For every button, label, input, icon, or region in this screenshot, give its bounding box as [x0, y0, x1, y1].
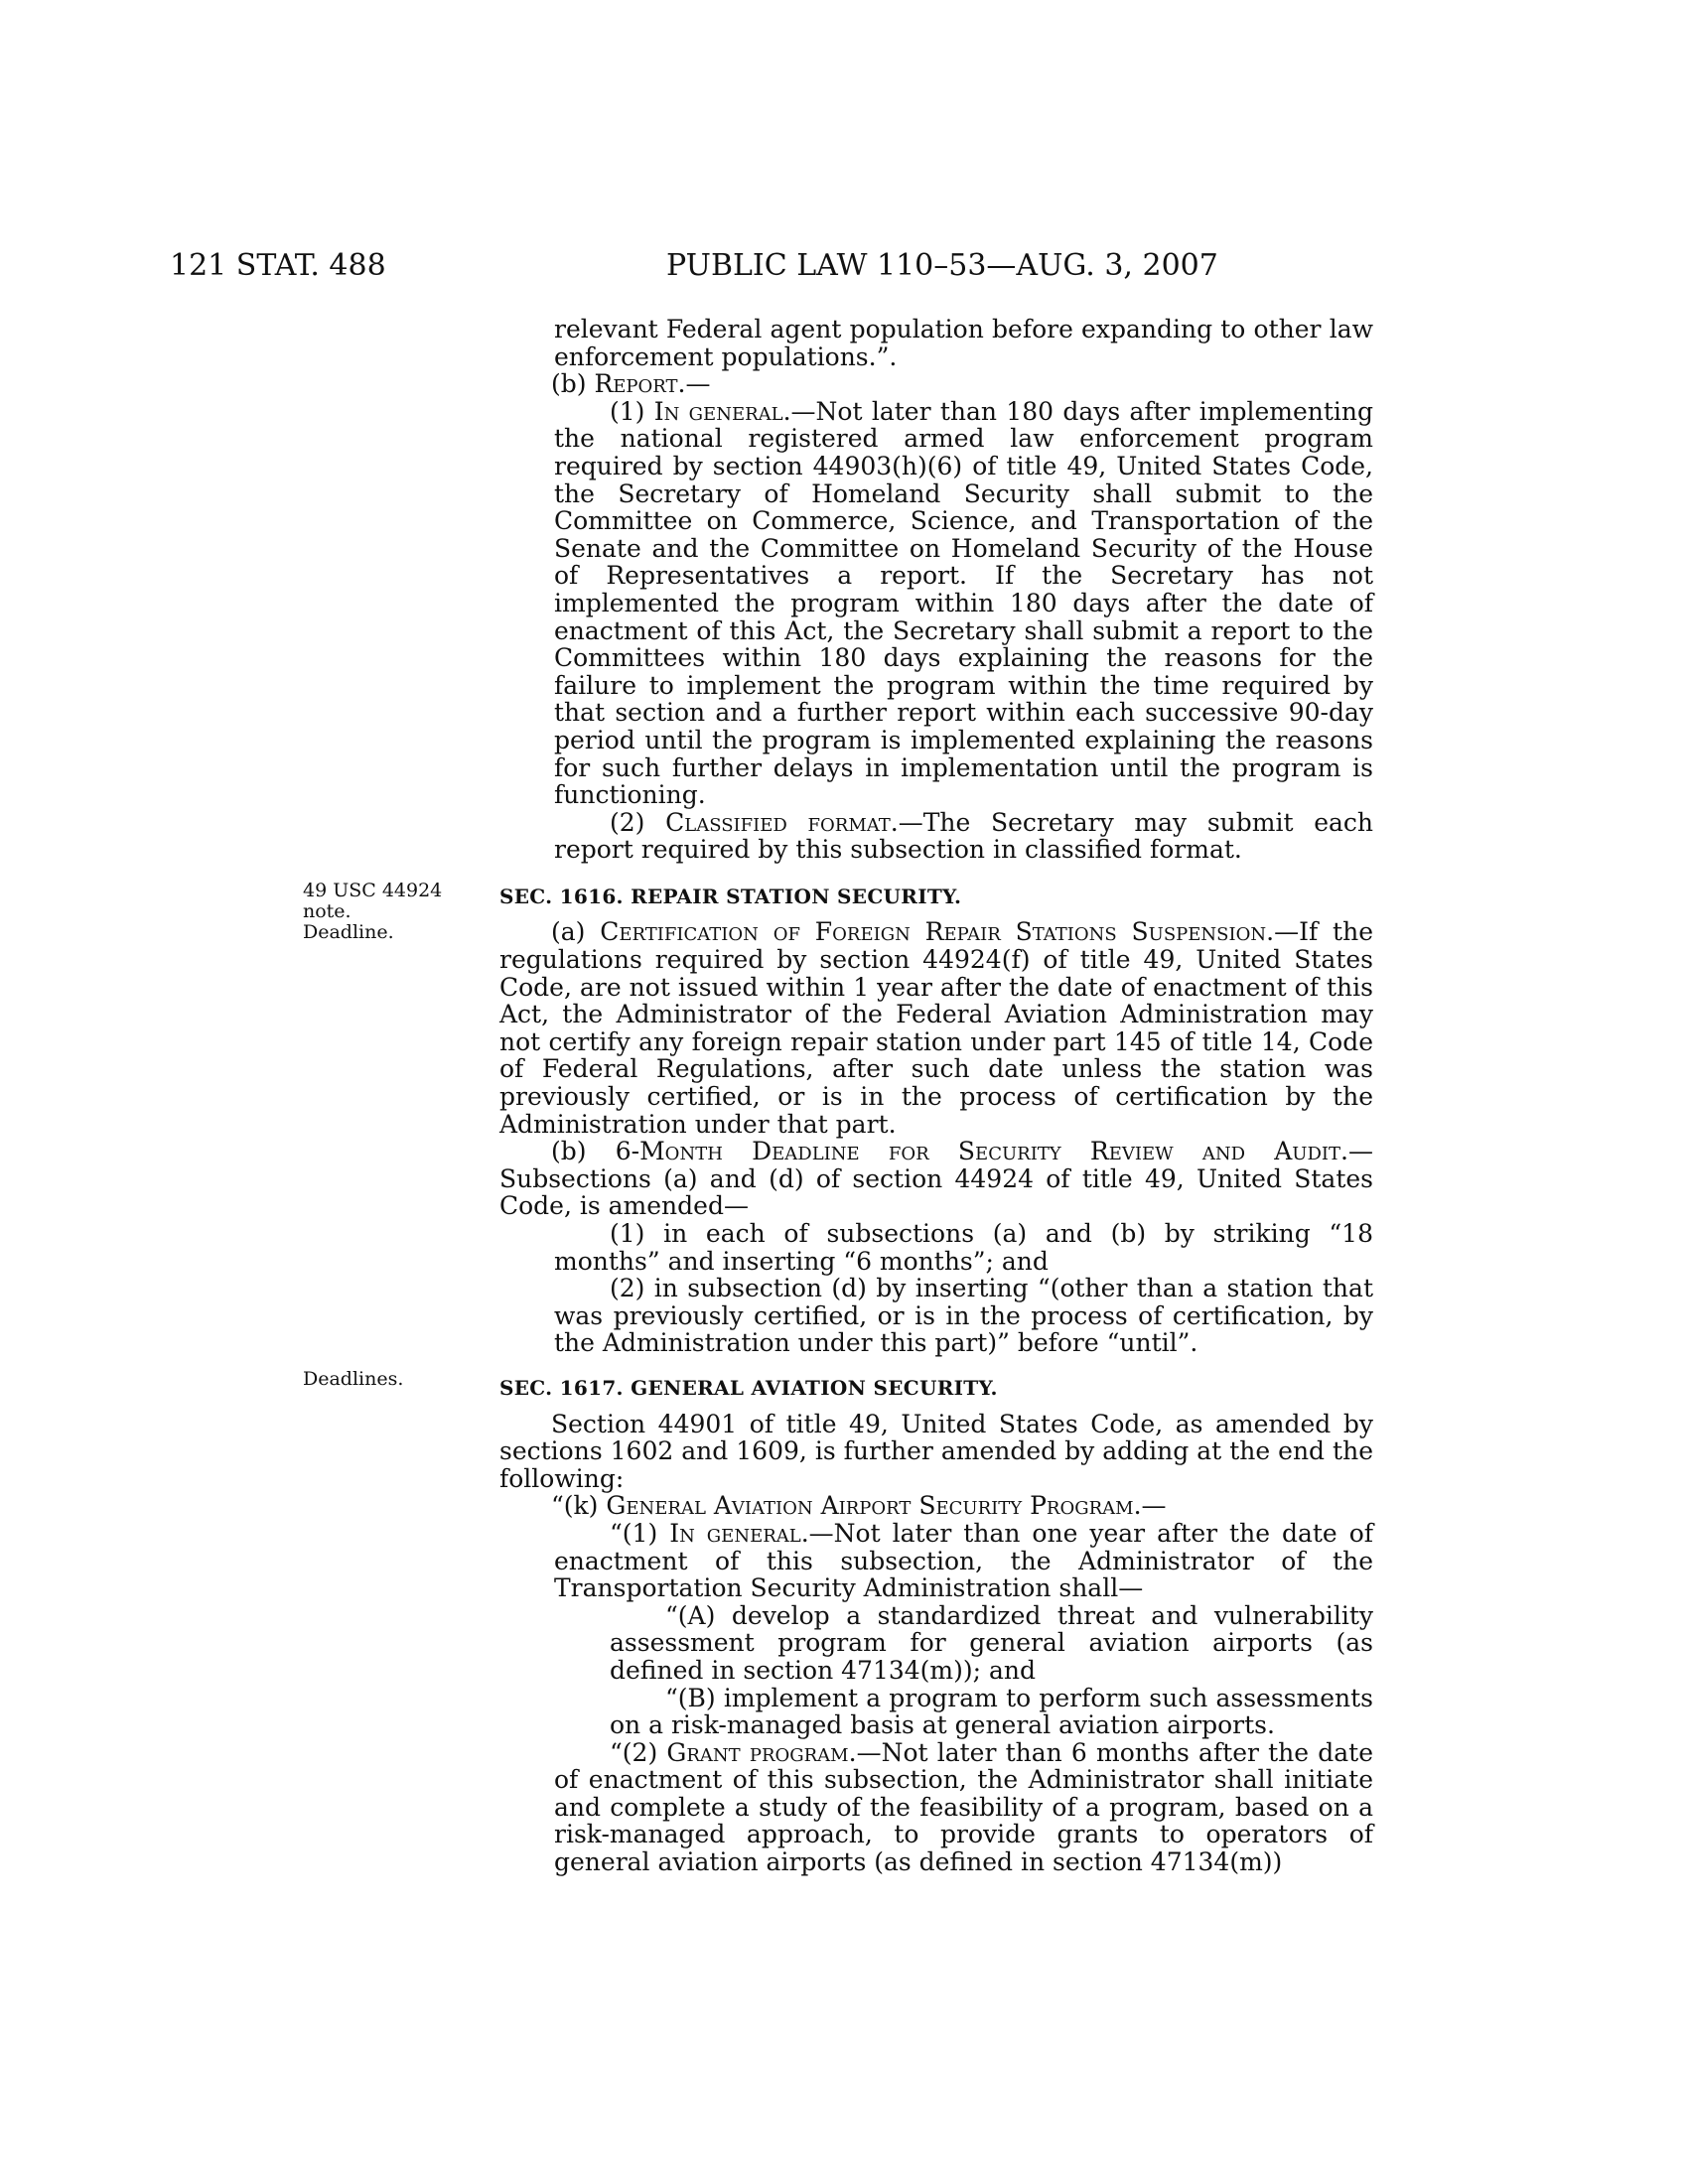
section-1617-heading: SEC. 1617. GENERAL AVIATION SECURITY.	[499, 1375, 998, 1400]
section-1617-intro: Section 44901 of title 49, United States Code, as amended by sections 1602 and 1609, is further amended by adding at the end the following:	[499, 1409, 1373, 1493]
statute-text	[499, 316, 1373, 1876]
margin-note-citation: 49 USC 44924 note. Deadline.	[303, 880, 443, 943]
subsection-k-paragraph-2: “(2) Grant program.—Not later than 6 months after the date of enactment of this subsection, the Administrator shall initiate and complete a study of the feasibility of a program, based on a risk-managed approach, to provide grants to operators of general aviation airports (as defined in section 47134(m))	[554, 1737, 1374, 1877]
subsection-k-paragraph-1: “(1) In general.—Not later than one year after the date of enactment of this subsection, the Administrator of the Transportation Security Administration shall—	[554, 1518, 1374, 1603]
margin-note-deadlines: Deadlines.	[303, 1368, 404, 1390]
section-1616-subsection-b: (b) 6-Month Deadline for Security Review and Audit.—Subsections (a) and (d) of section 44924 of title 49, United States Code, is amended—	[499, 1137, 1373, 1221]
subsection-k-heading: “(k) General Aviation Airport Security Program.—	[551, 1491, 1167, 1521]
subsection-k-1-B: “(B) implement a program to perform such assessments on a risk-managed basis at general aviation airports.	[610, 1683, 1373, 1740]
paragraph-1-in-general: (1) In general.—Not later than 180 days after implementing the national registered armed law enforcement program required by section 44903(h)(6) of title 49, United States Code, the Secretary of Homeland Security shall submit to the Committee on Commerce, Science, and Transportation of the Senate and the Committee on Homeland Security of the House of Representatives a report. If the Secretary has not implemented the program within 180 days after the date of enactment of this Act, the Secretary shall submit a report to the Committees within 180 days explaining the reasons for the failure to implement the program within the time required by that section and a further report within each successive 90-day period until the program is implemented explaining the reasons for such further delays in implementation until the program is functioning.	[554, 396, 1374, 810]
continued-text: relevant Federal agent population before expanding to other law enforcement populations.”.	[554, 315, 1373, 371]
subsection-b-report: (b) Report.—	[551, 369, 711, 399]
subsection-k-1-A: “(A) develop a standardized threat and vulnerability assessment program for general aviation airports (as defined in section 47134(m)); and	[610, 1600, 1373, 1685]
section-1616-subsection-a: (a) Certification of Foreign Repair Stations Suspension.—If the regulations required by section 44924(f) of title 49, United States Code, are not issued within 1 year after the date of enactment of this Act, the Administrator of the Federal Aviation Administration may not certify any foreign repair station under part 145 of title 14, Code of Federal Regulations, after such date unless the station was previously certified, or is in the process of certification by the Administration under that part.	[499, 917, 1373, 1139]
section-1616-b-paragraph-1: (1) in each of subsections (a) and (b) by striking “18 months” and inserting “6 months”; and	[554, 1219, 1373, 1276]
section-1616-heading: SEC. 1616. REPAIR STATION SECURITY.	[499, 884, 962, 908]
section-1616-b-paragraph-2: (2) in subsection (d) by inserting “(other than a station that was previously certified, or is in the process of certification, by the Administration under this part)” before “until”.	[554, 1274, 1373, 1358]
paragraph-2-classified-format: (2) Classified format.—The Secretary may submit each report required by this subsection in classified format.	[554, 807, 1374, 865]
running-head: PUBLIC LAW 110–53—AUG. 3, 2007	[666, 248, 1218, 283]
page-reference: 121 STAT. 488	[170, 248, 386, 283]
